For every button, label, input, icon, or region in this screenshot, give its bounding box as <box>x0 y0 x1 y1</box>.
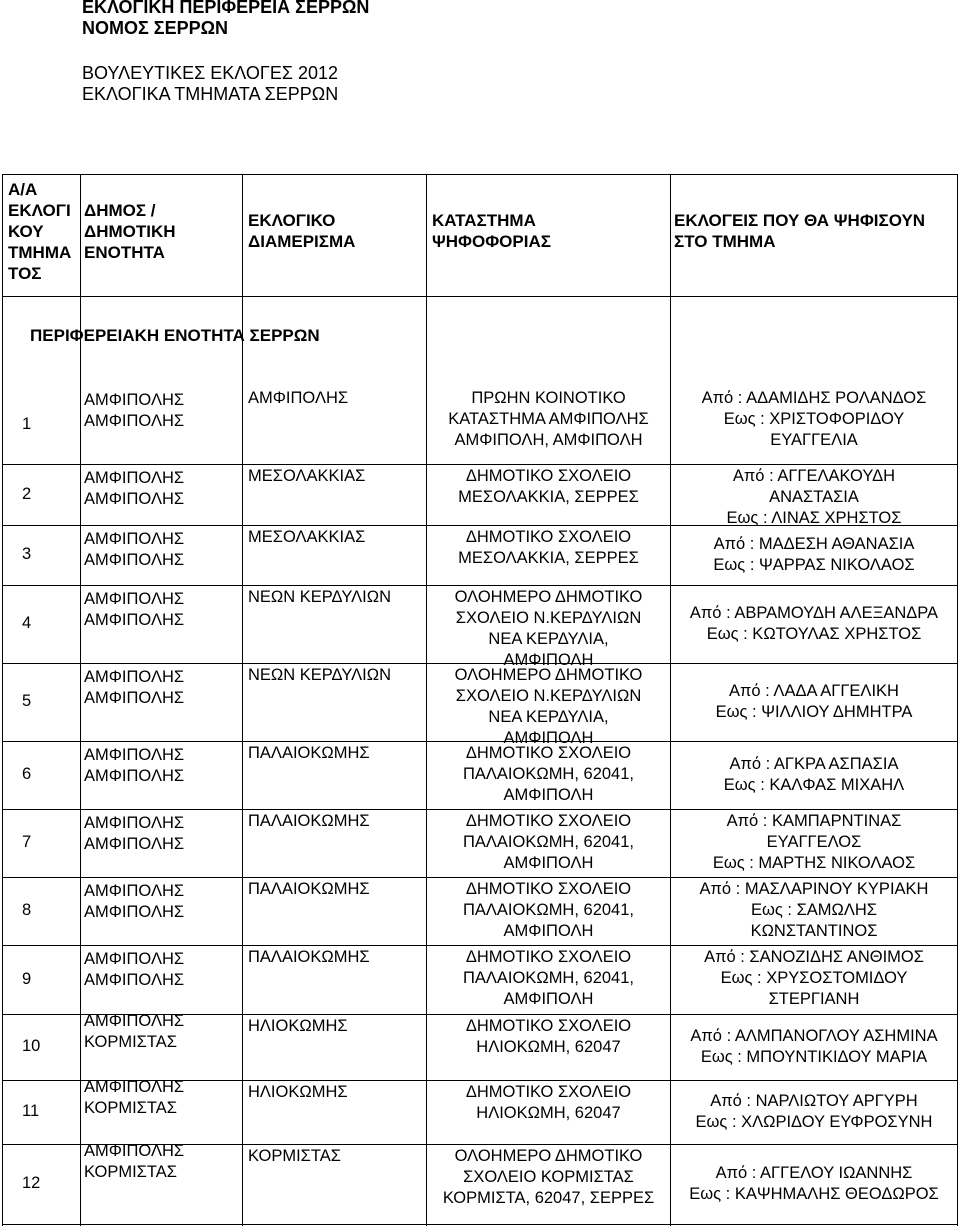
district-cell: ΚΟΡΜΙΣΤΑΣ <box>248 1147 341 1165</box>
municipality-cell: ΑΜΦΙΠΟΛΗΣ ΚΟΡΜΙΣΤΑΣ <box>84 1078 185 1117</box>
polling-station-cell: ΠΡΩΗΝ ΚΟΙΝΟΤΙΚΟ ΚΑΤΑΣΤΗΜΑ ΑΜΦΙΠΟΛΗΣ ΑΜΦΙΠΟΛΗ, ΑΜΦΙΠΟΛΗ <box>448 389 649 449</box>
voters-range-cell: Από : ΑΔΑΜΙΔΗΣ ΡΟΛΑΝΔΟΣ Εως : ΧΡΙΣΤΟΦΟΡΙΔΟΥ ΕΥΑΓΓΕΛΙΑ <box>701 389 927 449</box>
polling-station-cell: ΔΗΜΟΤΙΚΟ ΣΧΟΛΕΙΟ ΠΑΛΑΙΟΚΩΜΗ, 62041, ΑΜΦΙΠΟΛΗ <box>462 880 634 940</box>
voters-range-cell: Από : ΚΑΜΠΑΡΝΤΙΝΑΣ ΕΥΑΓΓΕΛΟΣ Εως : ΜΑΡΤΗΣ ΝΙΚΟΛΑΟΣ <box>712 812 916 872</box>
column-header-aa: Α/Α ΕΚΛΟΓΙ ΚΟΥ ΤΜΗΜΑ ΤΟΣ <box>8 180 72 283</box>
district-cell: ΠΑΛΑΙΟΚΩΜΗΣ <box>248 880 370 898</box>
polling-station-cell: ΔΗΜΟΤΙΚΟ ΣΧΟΛΕΙΟ ΠΑΛΑΙΟΚΩΜΗ, 62041, ΑΜΦΙΠΟΛΗ <box>462 812 634 872</box>
municipality-cell: ΑΜΦΙΠΟΛΗΣ ΑΜΦΙΠΟΛΗΣ <box>84 530 185 569</box>
section-number: 3 <box>22 545 32 563</box>
municipality-cell: ΑΜΦΙΠΟΛΗΣ ΑΜΦΙΠΟΛΗΣ <box>84 469 185 508</box>
voters-range-cell: Από : ΑΛΜΠΑΝΟΓΛΟΥ ΑΣΗΜΙΝΑ Εως : ΜΠΟΥΝΤΙΚΙΔΟΥ ΜΑΡΙΑ <box>690 1027 938 1066</box>
voters-range-cell: Από : ΑΒΡΑΜΟΥΔΗ ΑΛΕΞΑΝΔΡΑ Εως : ΚΩΤΟΥΛΑΣ ΧΡΗΣΤΟΣ <box>689 604 939 643</box>
municipality-cell: ΑΜΦΙΠΟΛΗΣ ΑΜΦΙΠΟΛΗΣ <box>84 814 185 853</box>
column-header-district: ΕΚΛΟΓΙΚΟ ΔΙΑΜΕΡΙΣΜΑ <box>248 211 356 251</box>
section-number: 12 <box>22 1174 41 1192</box>
district-cell: ΑΜΦΙΠΟΛΗΣ <box>248 389 349 407</box>
polling-station-cell: ΔΗΜΟΤΙΚΟ ΣΧΟΛΕΙΟ ΗΛΙΟΚΩΜΗ, 62047 <box>465 1083 632 1122</box>
municipality-cell: ΑΜΦΙΠΟΛΗΣ ΑΜΦΙΠΟΛΗΣ <box>84 391 185 430</box>
column-header-polling-station: ΚΑΤΑΣΤΗΜΑ ΨΗΦΟΦΟΡΙΑΣ <box>432 211 551 251</box>
municipality-cell: ΑΜΦΙΠΟΛΗΣ ΚΟΡΜΙΣΤΑΣ <box>84 1142 185 1181</box>
municipality-cell: ΑΜΦΙΠΟΛΗΣ ΑΜΦΙΠΟΛΗΣ <box>84 950 185 989</box>
voters-range-cell: Από : ΛΑΔΑ ΑΓΓΕΛΙΚΗ Εως : ΨΙΛΛΙΟΥ ΔΗΜΗΤΡΑ <box>715 682 913 721</box>
voters-range-cell: Από : ΝΑΡΛΙΩΤΟΥ ΑΡΓΥΡΗ Εως : ΧΛΩΡΙΔΟΥ ΕΥΦΡΟΣΥΝΗ <box>695 1092 933 1131</box>
polling-station-cell: ΔΗΜΟΤΙΚΟ ΣΧΟΛΕΙΟ ΗΛΙΟΚΩΜΗ, 62047 <box>465 1017 632 1056</box>
municipality-cell: ΑΜΦΙΠΟΛΗΣ ΑΜΦΙΠΟΛΗΣ <box>84 882 185 921</box>
column-header-municipality: ΔΗΜΟΣ / ΔΗΜΟΤΙΚΗ ΕΝΟΤΗΤΑ <box>84 201 176 262</box>
polling-station-cell: ΔΗΜΟΤΙΚΟ ΣΧΟΛΕΙΟ ΠΑΛΑΙΟΚΩΜΗ, 62041, ΑΜΦΙΠΟΛΗ <box>462 744 634 804</box>
section-number: 6 <box>22 765 32 783</box>
section-number: 4 <box>22 614 32 632</box>
section-number: 2 <box>22 485 32 503</box>
voters-range-cell: Από : ΑΓΓΕΛΑΚΟΥΔΗ ΑΝΑΣΤΑΣΙΑ Εως : ΛΙΝΑΣ ΧΡΗΣΤΟΣ <box>726 467 902 527</box>
document-title-region: ΕΚΛΟΓΙΚΗ ΠΕΡΙΦΕΡΕΙΑ ΣΕΡΡΩΝ <box>82 0 370 17</box>
polling-station-cell: ΔΗΜΟΤΙΚΟ ΣΧΟΛΕΙΟ ΜΕΣΟΛΑΚΚΙΑ, ΣΕΡΡΕΣ <box>458 528 639 567</box>
section-number: 7 <box>22 833 32 851</box>
district-cell: ΠΑΛΑΙΟΚΩΜΗΣ <box>248 812 370 830</box>
section-number: 5 <box>22 692 32 710</box>
municipality-cell: ΑΜΦΙΠΟΛΗΣ ΚΟΡΜΙΣΤΑΣ <box>84 1012 185 1051</box>
polling-station-cell: ΟΛΟΗΜΕΡΟ ΔΗΜΟΤΙΚΟ ΣΧΟΛΕΙΟ Ν.ΚΕΡΔΥΛΙΩΝ ΝΕΑ ΚΕΡΔΥΛΙΑ, ΑΜΦΙΠΟΛΗ <box>454 588 643 669</box>
district-cell: ΝΕΩΝ ΚΕΡΔΥΛΙΩΝ <box>248 666 391 684</box>
section-number: 11 <box>22 1102 40 1120</box>
municipality-cell: ΑΜΦΙΠΟΛΗΣ ΑΜΦΙΠΟΛΗΣ <box>84 746 185 785</box>
voters-range-cell: Από : ΑΓΓΕΛΟΥ ΙΩΑΝΝΗΣ Εως : ΚΑΨΗΜΑΛΗΣ ΘΕΟΔΩΡΟΣ <box>689 1164 939 1203</box>
section-number: 9 <box>22 970 32 988</box>
document-subtitle-elections: ΒΟΥΛΕΥΤΙΚΕΣ ΕΚΛΟΓΕΣ 2012 <box>82 63 339 83</box>
district-cell: ΜΕΣΟΛΑΚΚΙΑΣ <box>248 528 366 546</box>
voters-range-cell: Από : ΑΓΚΡΑ ΑΣΠΑΣΙΑ Εως : ΚΑΛΦΑΣ ΜΙΧΑΗΛ <box>723 755 905 794</box>
voters-range-cell: Από : ΜΑΔΕΣΗ ΑΘΑΝΑΣΙΑ Εως : ΨΑΡΡΑΣ ΝΙΚΟΛΑΟΣ <box>713 535 915 574</box>
municipality-cell: ΑΜΦΙΠΟΛΗΣ ΑΜΦΙΠΟΛΗΣ <box>84 668 185 707</box>
municipality-cell: ΑΜΦΙΠΟΛΗΣ ΑΜΦΙΠΟΛΗΣ <box>84 590 185 629</box>
polling-station-cell: ΟΛΟΗΜΕΡΟ ΔΗΜΟΤΙΚΟ ΣΧΟΛΕΙΟ Ν.ΚΕΡΔΥΛΙΩΝ ΝΕΑ ΚΕΡΔΥΛΙΑ, ΑΜΦΙΠΟΛΗ <box>454 666 643 747</box>
district-cell: ΗΛΙΟΚΩΜΗΣ <box>248 1017 348 1035</box>
polling-station-cell: ΔΗΜΟΤΙΚΟ ΣΧΟΛΕΙΟ ΠΑΛΑΙΟΚΩΜΗ, 62041, ΑΜΦΙΠΟΛΗ <box>462 948 634 1008</box>
district-cell: ΜΕΣΟΛΑΚΚΙΑΣ <box>248 467 366 485</box>
polling-station-cell: ΟΛΟΗΜΕΡΟ ΔΗΜΟΤΙΚΟ ΣΧΟΛΕΙΟ ΚΟΡΜΙΣΤΑΣ ΚΟΡΜΙΣΤΑ, 62047, ΣΕΡΡΕΣ <box>442 1147 655 1207</box>
district-cell: ΝΕΩΝ ΚΕΡΔΥΛΙΩΝ <box>248 588 391 606</box>
section-number: 10 <box>22 1037 41 1055</box>
document-subtitle-sections: ΕΚΛΟΓΙΚΑ ΤΜΗΜΑΤΑ ΣΕΡΡΩΝ <box>82 84 339 104</box>
voters-range-cell: Από : ΣΑΝΟΖΙΔΗΣ ΑΝΘΙΜΟΣ Εως : ΧΡΥΣΟΣΤΟΜΙΔΟΥ ΣΤΕΡΓΙΑΝΗ <box>704 948 924 1008</box>
district-cell: ΗΛΙΟΚΩΜΗΣ <box>248 1083 348 1101</box>
document-title-prefecture: ΝΟΜΟΣ ΣΕΡΡΩΝ <box>82 18 229 38</box>
voters-range-cell: Από : ΜΑΣΛΑΡΙΝΟΥ ΚΥΡΙΑΚΗ Εως : ΣΑΜΩΛΗΣ ΚΩΝΣΤΑΝΤΙΝΟΣ <box>699 880 929 940</box>
district-cell: ΠΑΛΑΙΟΚΩΜΗΣ <box>248 948 370 966</box>
regional-unit-heading: ΠΕΡΙΦΕΡΕΙΑΚΗ ΕΝΟΤΗΤΑ ΣΕΡΡΩΝ <box>30 326 320 345</box>
section-number: 8 <box>22 901 32 919</box>
polling-station-cell: ΔΗΜΟΤΙΚΟ ΣΧΟΛΕΙΟ ΜΕΣΟΛΑΚΚΙΑ, ΣΕΡΡΕΣ <box>458 467 639 506</box>
column-header-voters: ΕΚΛΟΓΕΙΣ ΠΟΥ ΘΑ ΨΗΦΙΣΟΥΝ ΣΤΟ ΤΜΗΜΑ <box>674 211 926 251</box>
district-cell: ΠΑΛΑΙΟΚΩΜΗΣ <box>248 744 370 762</box>
section-number: 1 <box>22 415 32 433</box>
